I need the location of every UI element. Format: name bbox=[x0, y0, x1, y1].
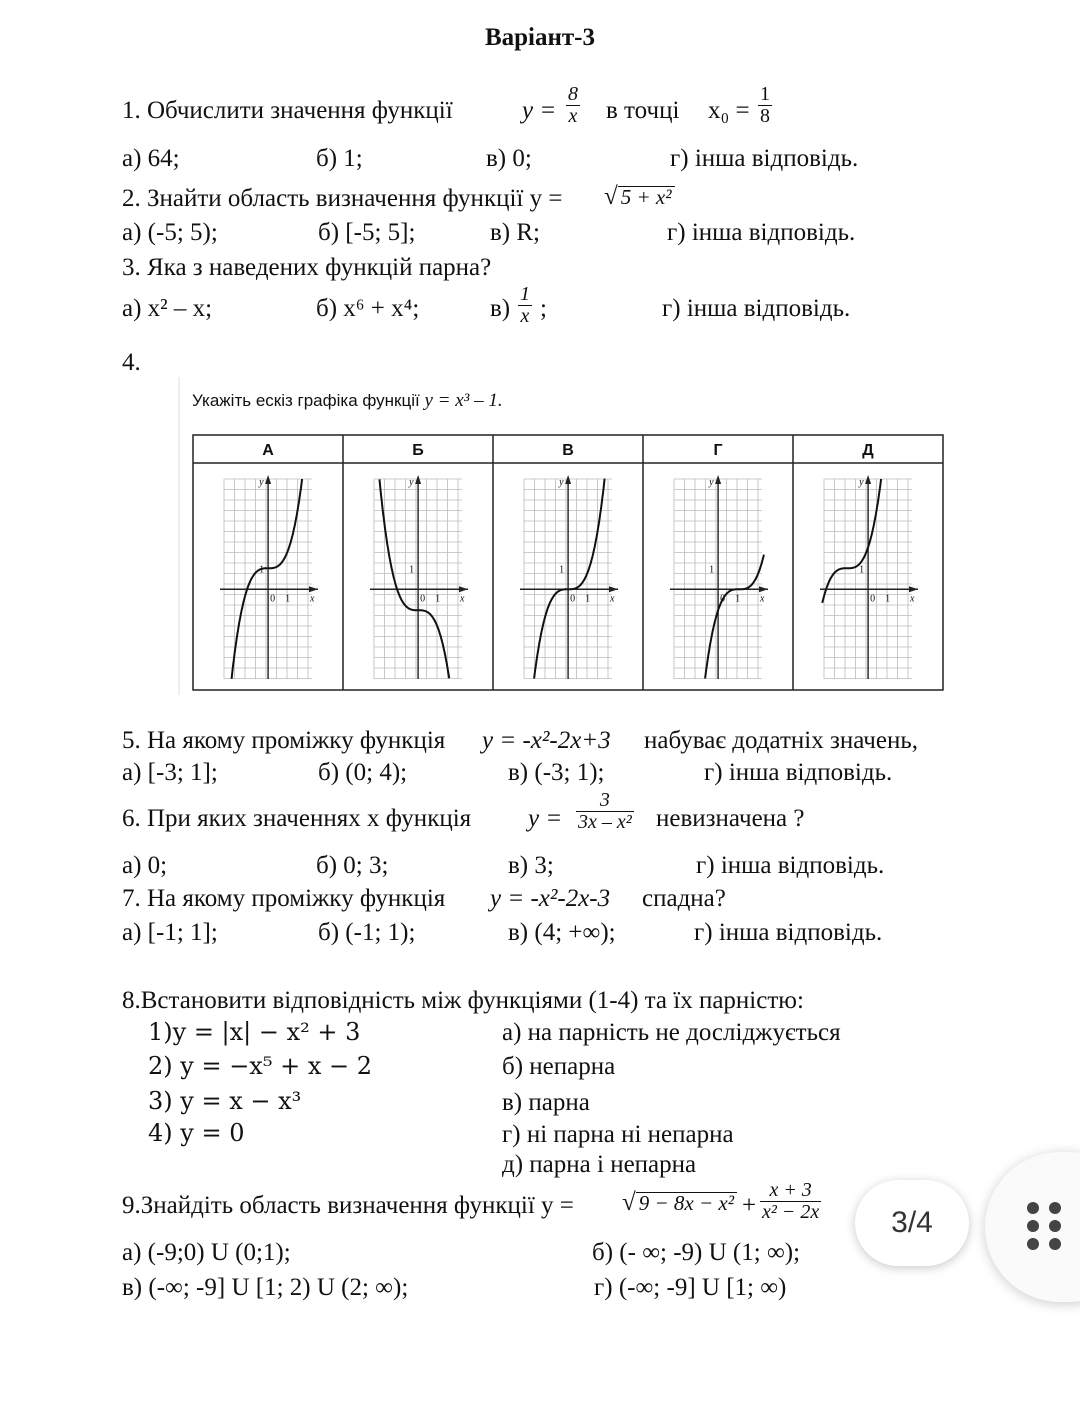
graph-5 bbox=[820, 475, 918, 679]
q3-option-c-prefix: в) bbox=[490, 295, 511, 322]
q5-tail: набуває додатніх значень, bbox=[644, 727, 919, 754]
q3-option-c-suffix: ; bbox=[540, 295, 547, 322]
y-tick-label: 1 bbox=[859, 564, 865, 576]
y-tick-label: 1 bbox=[259, 564, 265, 576]
q8-answer-d: г) ні парна ні непарна bbox=[502, 1121, 734, 1148]
figure-title: Укажіть ескіз графіка функції y = x³ – 1. bbox=[192, 390, 503, 411]
x-axis-arrow-icon bbox=[759, 586, 768, 592]
page-title: Варіант-3 bbox=[484, 24, 596, 51]
origin-label: 0 bbox=[870, 593, 876, 605]
q3-option-b: б) x⁶ + x⁴; bbox=[316, 295, 420, 322]
q8-func-1: 1)y = |x| − x² + 3 bbox=[148, 1018, 361, 1046]
q9-plus: + bbox=[742, 1192, 757, 1219]
q1-fraction: $\frac{8}{x}$ bbox=[568, 83, 578, 127]
q8-answer-b: б) непарна bbox=[502, 1053, 616, 1080]
x-axis-label: x bbox=[460, 593, 465, 605]
graph-header-label: А bbox=[262, 442, 274, 459]
y-axis-label: y bbox=[259, 477, 264, 488]
y-axis-label: y bbox=[709, 477, 714, 488]
q2-option-a: а) (-5; 5); bbox=[122, 219, 218, 246]
q5-formula: y = -x²-2x+3 bbox=[482, 727, 611, 754]
x-tick-label: 1 bbox=[285, 593, 291, 605]
q6-y: y = bbox=[528, 805, 563, 832]
q9-fraction: $\frac{x + 3}{\text{x² − 2x}}$ bbox=[762, 1179, 820, 1223]
q4-figure bbox=[178, 377, 944, 697]
q8-func-4: 4) y = 0 bbox=[148, 1119, 245, 1147]
q2-option-c: в) R; bbox=[490, 219, 540, 246]
graph-2 bbox=[370, 475, 468, 679]
q2-text: 2. Знайти область визначення функції y = bbox=[122, 185, 563, 212]
origin-label: 0 bbox=[570, 593, 576, 605]
q3-option-a: а) x² – x; bbox=[122, 295, 213, 322]
x-axis-arrow-icon bbox=[909, 586, 918, 592]
q5-option-d: г) інша відповідь. bbox=[704, 759, 893, 786]
q8-answer-c: в) парна bbox=[502, 1089, 590, 1116]
y-tick-label: 1 bbox=[709, 564, 715, 576]
q5-option-a: а) [-3; 1]; bbox=[122, 759, 218, 786]
q3-option-c-fraction: $\frac{1}{x}$ bbox=[520, 283, 530, 327]
x-axis-label: x bbox=[610, 593, 615, 605]
q6-option-b: б) 0; 3; bbox=[316, 852, 389, 879]
q4-number: 4. bbox=[122, 349, 141, 376]
x-tick-label: 1 bbox=[435, 593, 441, 605]
q9-option-a: а) (-9;0) U (0;1); bbox=[122, 1239, 291, 1266]
x-tick-label: 1 bbox=[885, 593, 891, 605]
q1-x0: x₀ = bbox=[708, 97, 750, 124]
q5-text: 5. На якому проміжку функція bbox=[122, 727, 446, 754]
q2-sqrt: √ 5 + x² bbox=[604, 184, 675, 209]
function-curve bbox=[380, 479, 450, 678]
graph-header-label: В bbox=[562, 442, 574, 459]
origin-label: 0 bbox=[420, 593, 426, 605]
q7-option-c: в) (4; +∞); bbox=[508, 919, 616, 946]
page-indicator[interactable] bbox=[855, 1180, 969, 1266]
origin-label: 0 bbox=[720, 593, 726, 605]
x-axis-label: x bbox=[910, 593, 915, 605]
graph-header-label: Б bbox=[412, 442, 424, 459]
q6-fraction: $\frac{3}{\text{3x – x²}}$ bbox=[578, 789, 632, 833]
graph-options-table bbox=[178, 377, 944, 697]
q9-option-d: г) (-∞; -9] U [1; ∞) bbox=[594, 1274, 787, 1301]
y-axis-label: y bbox=[559, 477, 564, 488]
menu-button[interactable] bbox=[985, 1152, 1080, 1302]
dots-grid-icon bbox=[1027, 1202, 1067, 1250]
y-axis-label: y bbox=[859, 477, 864, 488]
x-tick-label: 1 bbox=[735, 593, 741, 605]
q8-text: 8.Встановити відповідність між функціями (1-4) та їх парністю: bbox=[122, 987, 804, 1014]
graph-header-label: Г bbox=[713, 442, 723, 459]
q9-sqrt: √ 9 − 8x − x² bbox=[622, 1190, 737, 1215]
y-tick-label: 1 bbox=[409, 564, 415, 576]
graph-3 bbox=[520, 475, 618, 679]
q3-option-d: г) інша відповідь. bbox=[662, 295, 851, 322]
x-axis-arrow-icon bbox=[609, 586, 618, 592]
y-tick-label: 1 bbox=[559, 564, 565, 576]
q6-option-a: а) 0; bbox=[122, 852, 168, 879]
q8-answer-a: а) на парність не досліджується bbox=[502, 1019, 841, 1046]
graph-4 bbox=[670, 475, 768, 679]
q6-option-c: в) 3; bbox=[508, 852, 554, 879]
q1-y: y = bbox=[522, 97, 557, 124]
q8-func-2: 2) y = −x⁵ + x − 2 bbox=[148, 1052, 372, 1080]
q1-point: в точці bbox=[606, 97, 680, 124]
graph-1 bbox=[220, 475, 318, 679]
q9-text: 9.Знайдіть область визначення функції y = bbox=[122, 1192, 574, 1219]
q7-option-d: г) інша відповідь. bbox=[694, 919, 883, 946]
origin-label: 0 bbox=[270, 593, 276, 605]
page-indicator-label: 3/4 bbox=[891, 1206, 933, 1239]
q1-option-c: в) 0; bbox=[486, 145, 532, 172]
function-curve bbox=[232, 479, 303, 679]
q7-option-b: б) (-1; 1); bbox=[318, 919, 416, 946]
x-axis-arrow-icon bbox=[309, 586, 318, 592]
q1-option-b: б) 1; bbox=[316, 145, 363, 172]
x-axis-label: x bbox=[760, 593, 765, 605]
q1-text: 1. Обчислити значення функції bbox=[122, 97, 453, 124]
q5-option-c: в) (-3; 1); bbox=[508, 759, 605, 786]
q9-option-c: в) (-∞; -9] U [1; 2) U (2; ∞); bbox=[122, 1274, 409, 1301]
q8-func-3: 3) y = x − x³ bbox=[148, 1087, 302, 1115]
q1-option-a: а) 64; bbox=[122, 145, 180, 172]
q7-tail: спадна? bbox=[642, 885, 726, 912]
q1-option-d: г) інша відповідь. bbox=[670, 145, 859, 172]
q6-option-d: г) інша відповідь. bbox=[696, 852, 885, 879]
x-axis-label: x bbox=[310, 593, 315, 605]
q9-option-b: б) (- ∞; -9) U (1; ∞); bbox=[592, 1239, 801, 1266]
q3-text: 3. Яка з наведених функцій парна? bbox=[122, 254, 492, 281]
q1-x0-fraction: $\frac{1}{8}$ bbox=[760, 83, 770, 127]
q6-text: 6. При яких значеннях х функція bbox=[122, 805, 472, 832]
q6-tail: невизначена ? bbox=[656, 805, 805, 832]
q8-answer-e: д) парна і непарна bbox=[502, 1151, 697, 1178]
q7-option-a: а) [-1; 1]; bbox=[122, 919, 218, 946]
q2-option-d: г) інша відповідь. bbox=[667, 219, 856, 246]
q7-text: 7. На якому проміжку функція bbox=[122, 885, 446, 912]
q2-option-b: б) [-5; 5]; bbox=[318, 219, 416, 246]
x-axis-arrow-icon bbox=[459, 586, 468, 592]
q5-option-b: б) (0; 4); bbox=[318, 759, 408, 786]
y-axis-label: y bbox=[409, 477, 414, 488]
x-tick-label: 1 bbox=[585, 593, 591, 605]
graph-header-label: Д bbox=[862, 442, 874, 459]
q7-formula: y = -x²-2x-3 bbox=[490, 885, 611, 912]
